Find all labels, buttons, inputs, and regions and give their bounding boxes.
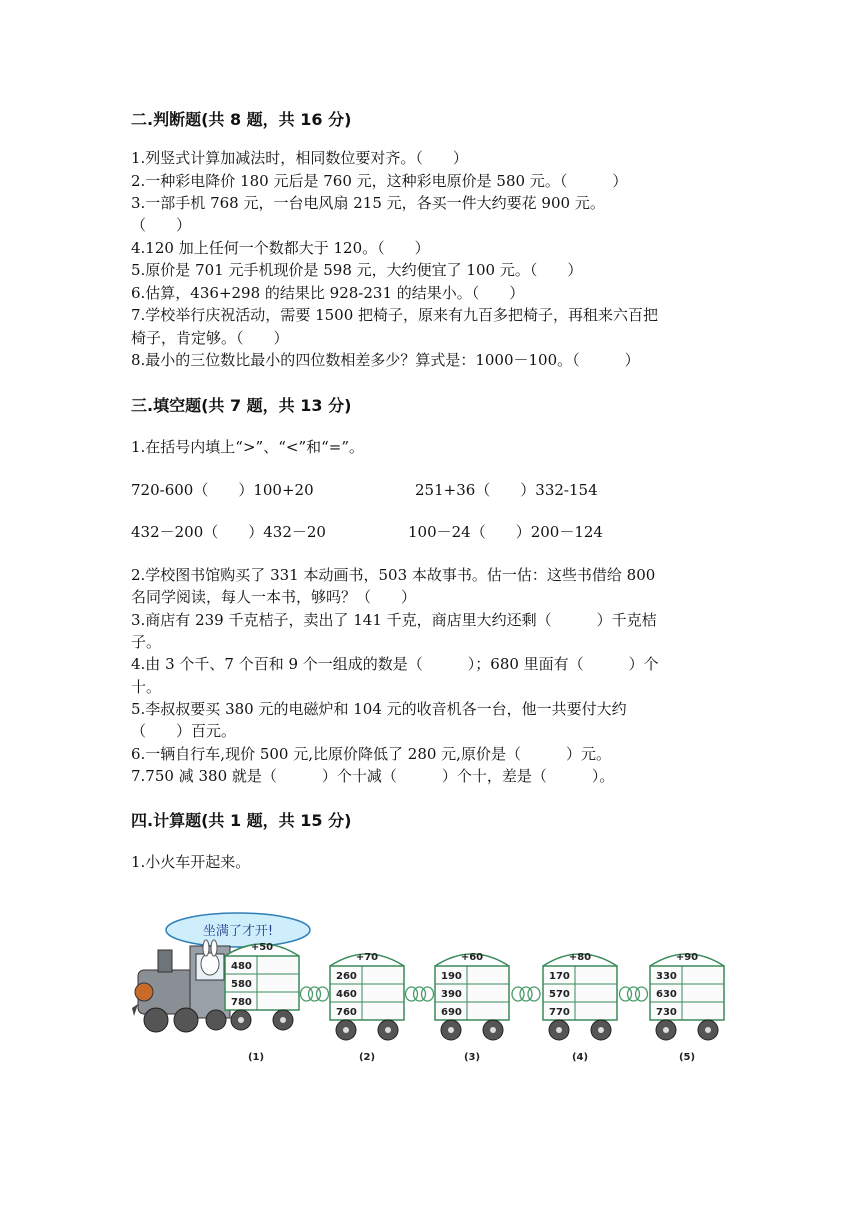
car-number: 460 [336, 989, 357, 1000]
wheel-hub [556, 1027, 562, 1033]
fill-item-5: 5.李叔叔要买 380 元的电磁炉和 104 元的收音机各一台，他一共要付大约 [131, 700, 627, 718]
judge-item-7-cont: 椅子，肯定够。（ ） [131, 329, 289, 347]
car-operation: +90 [675, 952, 699, 963]
car-number: 480 [231, 961, 252, 972]
car-operation: +80 [568, 952, 592, 963]
judge-item-8: 8.最小的三位数比最小的四位数相差多少？算式是：1000－100。（ ） [131, 351, 640, 369]
comparison-4: 100－24（ ）200－124 [408, 523, 603, 541]
car-operation: +60 [460, 952, 484, 963]
judge-item-6: 6.估算，436+298 的结果比 928-231 的结果小。（ ） [131, 284, 525, 302]
judge-item-3-cont: （ ） [131, 216, 192, 234]
judge-item-1: 1.列竖式计算加减法时，相同数位要对齐。（ ） [131, 149, 468, 167]
car-label: (3) [463, 1052, 481, 1063]
car-number: 760 [336, 1007, 357, 1018]
train-car-4 [543, 952, 648, 1063]
fill-item-2: 2.学校图书馆购买了 331 本动画书，503 本故事书。估一估：这些书借给 800 [131, 566, 656, 584]
train-car-1 [225, 942, 329, 1063]
wheel-hub [663, 1027, 669, 1033]
train-illustration [130, 908, 740, 1070]
fill-item-4: 4.由 3 个千、7 个百和 9 个一组成的数是（ ）；680 里面有（ ）个 [131, 655, 659, 673]
fill-item-6: 6.一辆自行车,现价 500 元,比原价降低了 280 元,原价是（ ）元。 [131, 745, 611, 763]
car-number: 260 [336, 971, 357, 982]
judge-item-2: 2.一种彩电降价 180 元后是 760 元，这种彩电原价是 580 元。（ ） [131, 172, 628, 190]
section3-title: 三.填空题(共 7 题，共 13 分) [131, 396, 352, 415]
train-cars [225, 942, 724, 1063]
comparison-1: 720-600（ ）100+20 [131, 481, 314, 499]
car-number: 170 [549, 971, 570, 982]
car-operation: +50 [250, 942, 274, 953]
wheel-hub [490, 1027, 496, 1033]
judge-item-4: 4.120 加上任何一个数都大于 120。（ ） [131, 239, 430, 257]
wheel-hub [343, 1027, 349, 1033]
car-number: 730 [656, 1007, 677, 1018]
coupling-ring [317, 987, 329, 1001]
car-label: (5) [678, 1052, 696, 1063]
car-label: (2) [358, 1052, 376, 1063]
train-car-5 [650, 952, 724, 1063]
rabbit-driver [201, 953, 219, 975]
car-number: 580 [231, 979, 252, 990]
bubble-text: 坐满了才开! [202, 924, 274, 939]
fill-item-5-cont: （ ）百元。 [131, 722, 237, 740]
fill-item-7: 7.750 减 380 就是（ ）个十减（ ）个十，差是（ ）。 [131, 767, 615, 785]
fill-item-3-cont: 子。 [131, 633, 162, 651]
judge-item-5: 5.原价是 701 元手机现价是 598 元，大约便宜了 100 元。（ ） [131, 261, 583, 279]
judge-item-7: 7.学校举行庆祝活动，需要 1500 把椅子，原来有九百多把椅子，再租来六百把 [131, 306, 659, 324]
car-number: 190 [441, 971, 462, 982]
speech-bubble [166, 913, 310, 947]
train-car-3 [435, 952, 540, 1063]
judge-item-3: 3.一部手机 768 元，一台电风扇 215 元，各买一件大约要花 900 元。 [131, 194, 605, 212]
car-label: (1) [247, 1052, 265, 1063]
car-operation: +70 [355, 952, 379, 963]
wheel-hub [385, 1027, 391, 1033]
fill-item-1: 1.在括号内填上“>”、“<”和“=”。 [131, 438, 365, 456]
comparison-3: 432－200（ ）432－20 [131, 523, 326, 541]
car-number: 570 [549, 989, 570, 1000]
coupling-ring [422, 987, 434, 1001]
coupling-ring [528, 987, 540, 1001]
fill-item-3: 3.商店有 239 千克桔子，卖出了 141 千克，商店里大约还剩（ ）千克桔 [131, 611, 657, 629]
car-number: 330 [656, 971, 677, 982]
wheel-hub [598, 1027, 604, 1033]
wheel-hub [280, 1017, 286, 1023]
car-number: 770 [549, 1007, 570, 1018]
car-number: 780 [231, 997, 252, 1008]
car-number: 630 [656, 989, 677, 1000]
calc-item-1: 1.小火车开起来。 [131, 853, 251, 871]
section2-title: 二.判断题(共 8 题，共 16 分) [131, 110, 352, 129]
fill-item-4-cont: 十。 [131, 678, 162, 696]
coupling-ring [636, 987, 648, 1001]
car-number: 690 [441, 1007, 462, 1018]
wheel-hub [238, 1017, 244, 1023]
wheel-hub [448, 1027, 454, 1033]
train-car-2 [330, 952, 434, 1063]
comparison-2: 251+36（ ）332-154 [415, 481, 598, 499]
locomotive [132, 940, 230, 1032]
wheel-hub [705, 1027, 711, 1033]
fill-item-2-cont: 名同学阅读，每人一本书，够吗？（ ） [131, 588, 417, 606]
car-label: (4) [571, 1052, 589, 1063]
section4-title: 四.计算题(共 1 题，共 15 分) [131, 811, 352, 830]
car-number: 390 [441, 989, 462, 1000]
